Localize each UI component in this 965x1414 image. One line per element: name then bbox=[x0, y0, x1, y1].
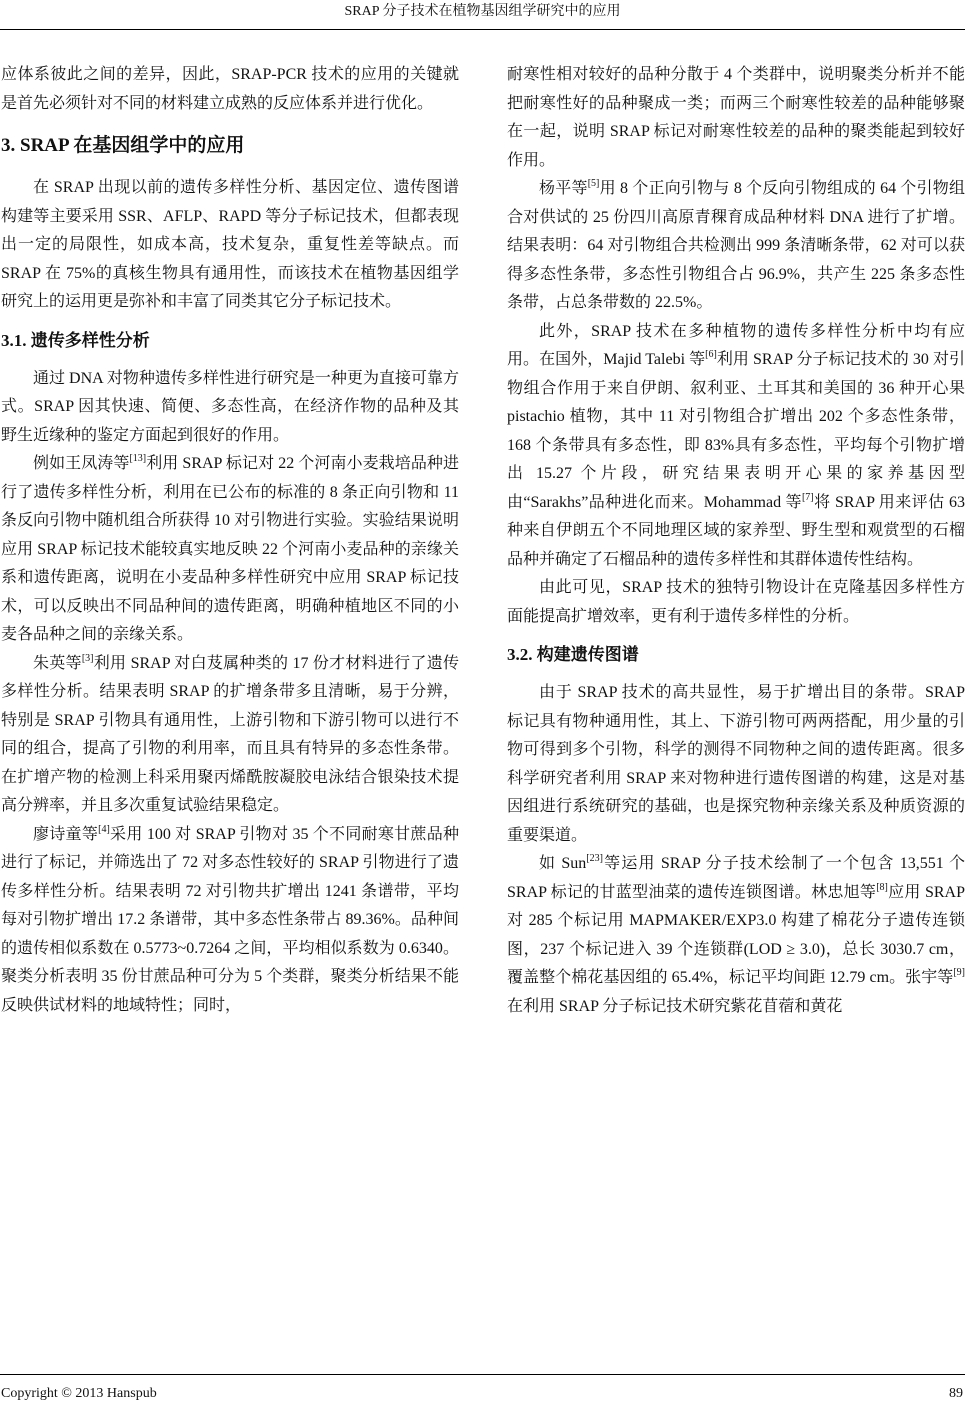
text-run: 朱英等 bbox=[33, 654, 82, 672]
text-run: 3.2. 构建遗传图谱 bbox=[507, 645, 639, 664]
citation-ref: [23] bbox=[586, 853, 603, 864]
paragraph bbox=[507, 175, 965, 318]
text-run: 杨平等 bbox=[539, 180, 588, 197]
citation-ref: [5] bbox=[587, 178, 600, 189]
text-run: 耐寒性相对较好的品种分散于 4 个类群中，说明聚类分析并不能把耐寒性好的品种聚成一类；而两三个耐寒性较差的品种能够聚在一起，说明 SRAP 标记对耐寒性较差的品种的聚类能起到较好作用。 bbox=[507, 66, 965, 169]
footer-divider bbox=[0, 1374, 965, 1375]
header-divider bbox=[0, 29, 965, 30]
text-run: 此外，SRAP 技术在多种植物的遗传多样性分析中均有应用。在国外，Majid Talebi 等 bbox=[507, 322, 965, 368]
text-run: 利用 SRAP 分子标记技术的 30 对引物组合作用于来自伊朗、叙利亚、土耳其和美国的 36 种开心果 pistachio 植物，其中 11 对引物组合扩增出 202 个多态性条带，168 个条带具有多态性，即 83%具有多态性，平均每个引物扩增出 15.27 个片段，研究结果表明开心果的家养基因型由“Sarakhs”品种进化而来。Mohammad 等 bbox=[507, 351, 965, 511]
text-run: 在利用 SRAP 分子标记技术研究紫花苜蓿和黄花 bbox=[507, 997, 843, 1015]
citation-ref: [4] bbox=[98, 823, 110, 835]
citation-ref: [8] bbox=[876, 881, 888, 893]
right-column bbox=[507, 61, 965, 1021]
text-run: 廖诗童等 bbox=[33, 825, 99, 843]
section-heading bbox=[1, 327, 459, 355]
paragraph bbox=[507, 574, 965, 631]
paragraph bbox=[507, 318, 965, 575]
running-header: SRAP 分子技术在植物基因组学研究中的应用 bbox=[344, 4, 621, 19]
text-run: 由此可见，SRAP 技术的独特引物设计在克隆基因多样性方面能提高扩增效率，更有利于遗传多样性的分析。 bbox=[507, 579, 965, 625]
paragraph bbox=[507, 61, 965, 175]
text-run: 如 Sun bbox=[539, 855, 587, 872]
text-run: 3. SRAP 在基因组学中的应用 bbox=[1, 135, 245, 156]
page-number: 89 bbox=[949, 1386, 963, 1401]
left-column bbox=[1, 61, 459, 1020]
paragraph bbox=[507, 850, 965, 1021]
text-run: 由于 SRAP 技术的高共显性，易于扩增出目的条带。SRAP 标记具有物种通用性，其上、下游引物可两两搭配，用少量的引物可得到多个引物，科学的测得不同物种之间的遗传距离。很多科学研究者利用 SRAP 来对物种进行遗传图谱的构建，这是对基因组进行系统研究的基础，也是探究物种亲缘关系及种质资源的重要渠道。 bbox=[507, 684, 965, 844]
text-run: 利用 SRAP 标记对 22 个河南小麦栽培品种进行了遗传多样性分析，利用在已公布的标准的 8 条正向引物和 11 条反向引物中随机组合所获得 10 对引物进行实验。实验结果说明应用 SRAP 标记技术能较真实地反映 22 个河南小麦品种的亲缘关系和遗传距离，说明在小麦品种多样性研究中应用 SRAP 标记技术，可以反映出不同品种间的遗传距离，明确种植地区不同的小麦各品种之间的亲缘关系。 bbox=[1, 455, 459, 643]
section-heading bbox=[507, 641, 965, 669]
text-run: 等运用 SRAP 分子技术绘制了一个包含 13,551 个 SRAP 标记的甘蓝型油菜的遗传连锁图谱。林忠旭等 bbox=[507, 855, 965, 901]
text-run: 将 SRAP 用来评估 63 种来自伊朗五个不同地理区域的家养型、野生型和观赏型的石榴品种并确定了石榴品种的遗传多样性和其群体遗传性结构。 bbox=[507, 493, 965, 568]
text-run: 通过 DNA 对物种遗传多样性进行研究是一种更为直接可靠方式。SRAP 因其快速、简便、多态性高，在经济作物的品种及其野生近缘种的鉴定方面起到很好的作用。 bbox=[1, 369, 459, 444]
paragraph bbox=[1, 450, 459, 650]
text-run: 采用 100 对 SRAP 引物对 35 个不同耐寒甘蔗品种进行了标记，并筛选出了 72 对多态性较好的 SRAP 引物进行了遗传多样性分析。结果表明 72 对引物共扩增出 1241 条谱带，平均每对引物扩增出 17.2 条谱带，其中多态性条带占 89.36%。品种间的遗传相似系数在 0.5773~0.7264 之间，平均相似系数为 0.6340。聚类分析表明 35 份甘蔗品种可分为 5 个类群，聚类分析结果不能反映供试材料的地域特性；同时， bbox=[1, 825, 459, 1014]
citation-ref: [6] bbox=[705, 349, 717, 360]
paragraph bbox=[1, 650, 459, 821]
citation-ref: [13] bbox=[129, 453, 147, 464]
text-run: 例如王凤涛等 bbox=[33, 455, 130, 472]
paragraph bbox=[1, 821, 459, 1021]
citation-ref: [9] bbox=[953, 967, 965, 978]
paragraph bbox=[1, 365, 459, 451]
section-heading bbox=[1, 132, 459, 160]
copyright: Copyright © 2013 Hanspub bbox=[1, 1386, 157, 1401]
paragraph bbox=[1, 61, 459, 118]
text-run: 用 8 个正向引物与 8 个反向引物组成的 64 个引物组合对供试的 25 份四川高原青稞育成品种材料 DNA 进行了扩增。结果表明：64 对引物组合共检测出 999 条清晰条带，62 对可以获得多态性条带，多态性引物组合占 96.9%，共产生 225 条多态性条带，占总条带数的 22.5%。 bbox=[507, 180, 965, 311]
paragraph bbox=[1, 174, 459, 317]
text-run: 利用 SRAP 对白芨属种类的 17 份才材料进行了遗传多样性分析。结果表明 SRAP 的扩增条带多且清晰，易于分辨，特别是 SRAP 引物具有通用性，上游引物和下游引物可以进行不同的组合，提高了引物的利用率，而且具有特异的多态性条带。在扩增产物的检测上科采用聚丙烯酰胺凝胶电泳结合银染技术提高分辨率，并且多次重复试验结果稳定。 bbox=[1, 654, 459, 814]
paragraph bbox=[507, 679, 965, 850]
text-run: 在 SRAP 出现以前的遗传多样性分析、基因定位、遗传图谱构建等主要采用 SSR、AFLP、RAPD 等分子标记技术，但都表现出一定的局限性，如成本高，技术复杂，重复性差等缺点。而 SRAP 在 75%的真核生物具有通用性，而该技术在植物基因组学研究上的运用更是弥补和丰富了同类其它分子标记技术。 bbox=[1, 179, 459, 310]
citation-ref: [7] bbox=[801, 491, 814, 503]
text-run: 应体系彼此之间的差异，因此，SRAP-PCR 技术的应用的关键就是首先必须针对不同的材料建立成熟的反应体系并进行优化。 bbox=[1, 66, 459, 112]
citation-ref: [3] bbox=[81, 652, 94, 664]
text-run: 3.1. 遗传多样性分析 bbox=[1, 330, 150, 350]
text-run: 应用 SRAP 对 285 个标记用 MAPMAKER/EXP3.0 构建了棉花分子遗传连锁图，237 个标记进入 39 个连锁群(LOD ≥ 3.0)，总长 3030.7 cm，覆盖整个棉花基因组的 65.4%，标记平均间距 12.79 cm。张宇等 bbox=[507, 883, 965, 986]
